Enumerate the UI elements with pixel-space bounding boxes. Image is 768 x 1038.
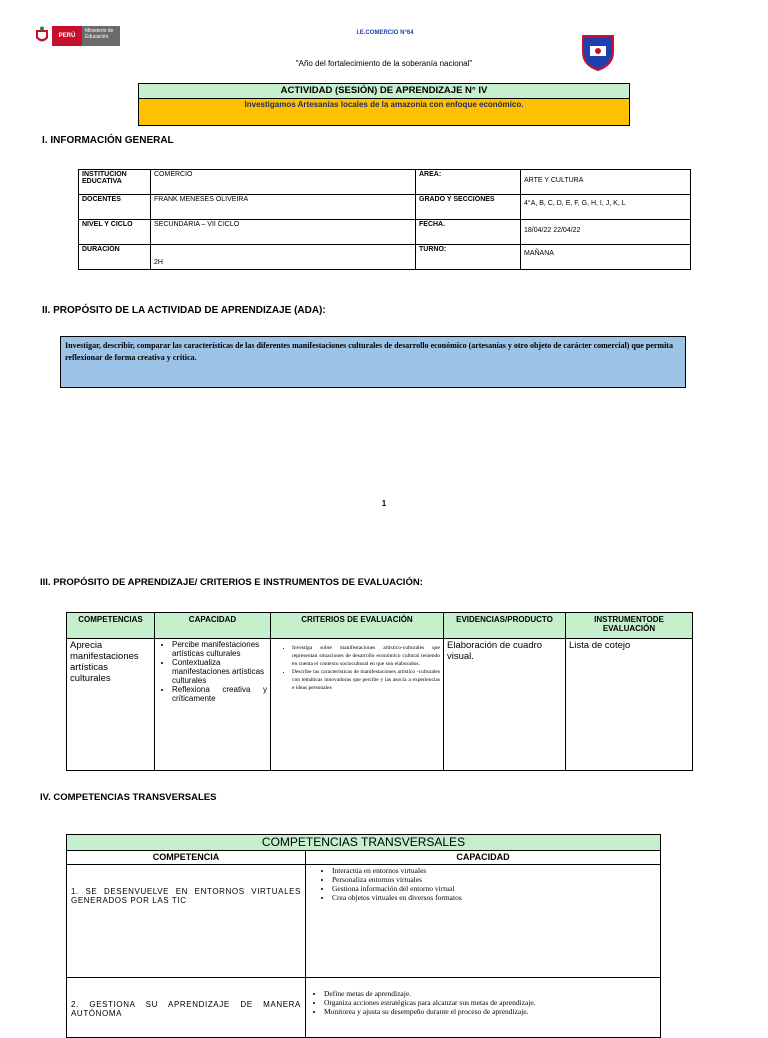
- capacity-cell: [155, 639, 271, 771]
- info-label: NIVEL Y CICLO: [79, 220, 151, 245]
- list-item: • Interactúa en entornos virtuales: [332, 866, 656, 875]
- section-purpose-title: II. PROPÓSITO DE LA ACTIVIDAD DE APRENDIZAJE (ADA):: [42, 305, 326, 316]
- list-item: • Percibe manifestaciones artísticas culturales: [172, 640, 267, 658]
- table-header-row: [67, 613, 693, 639]
- activity-subtitle: Investigamos Artesanías locales de la amazonia con enfoque económico.: [138, 99, 630, 126]
- table-row: [67, 978, 661, 1038]
- info-label: DURACIÓN: [79, 245, 151, 270]
- competence-cell: 1. SE DESENVUELVE EN ENTORNOS VIRTUALES GENERADOS POR LAS TIC: [67, 865, 306, 978]
- info-label: GRADO Y SECCIÓNES: [416, 195, 521, 220]
- activity-title: ACTIVIDAD (SESIÓN) DE APRENDIZAJE N° IV: [138, 83, 630, 99]
- table-row: [79, 195, 691, 220]
- section-transversal-title: IV. COMPETENCIAS TRANSVERSALES: [40, 792, 217, 803]
- list-item: • Organiza acciones estratégicas para alcanzar sus metas de aprendizaje.: [324, 998, 656, 1007]
- column-header: EVIDENCIAS/PRODUCTO: [444, 613, 566, 639]
- list-item: • Reflexiona creativa y críticamente: [172, 685, 267, 703]
- ministry-logo: [82, 26, 120, 46]
- table-row: [67, 639, 693, 771]
- column-header: COMPETENCIAS: [67, 613, 155, 639]
- competence-cell: Aprecia manifestaciones artísticas culturales: [67, 639, 155, 771]
- table-row: [67, 865, 661, 978]
- instrument-cell: Lista de cotejo: [566, 639, 693, 771]
- info-value: COMERCIO: [151, 170, 416, 195]
- column-header: CAPACIDAD: [155, 613, 271, 639]
- peru-coat-of-arms-icon: [34, 26, 50, 46]
- info-value: 2H: [151, 245, 416, 270]
- capacity-cell: [306, 865, 661, 978]
- info-value: 18/04/22 22/04/22: [521, 220, 691, 245]
- info-label: ÁREA:: [416, 170, 521, 195]
- info-value: 4°A, B, C, D, E, F, G, H, I, J, K, L: [521, 195, 691, 220]
- info-label: TURNO:: [416, 245, 521, 270]
- column-header: CRITERIOS DE EVALUACIÓN: [271, 613, 444, 639]
- list-item: • Monitorea y ajusta su desempeño durante el proceso de aprendizaje.: [324, 1007, 656, 1016]
- list-item: • Gestiona información del entorno virtual: [332, 884, 656, 893]
- ministry-logo-text: Ministerio de Educación: [85, 28, 114, 40]
- page-number: 1: [381, 499, 387, 508]
- info-value: ARTE Y CULTURA: [521, 170, 691, 195]
- info-label: DOCENTES: [79, 195, 151, 220]
- list-item: • Define metas de aprendizaje.: [324, 989, 656, 998]
- table-row: [79, 245, 691, 270]
- evaluation-table: [66, 612, 693, 771]
- school-name: I.E.COMERCIO N°64: [356, 30, 414, 36]
- info-value: SECUNDARIA – VII CICLO: [151, 220, 416, 245]
- column-header: COMPETENCIA: [67, 851, 306, 865]
- list-item: • Contextualiza manifestaciones artísticas culturales: [172, 658, 267, 685]
- table-title: COMPETENCIAS TRANSVERSALES: [67, 835, 661, 851]
- year-motto: "Año del fortalecimiento de la soberanía nacional": [295, 59, 473, 68]
- purpose-text: Investigar, describir, comparar las características de las diferentes manifestaciones culturales de desarrollo económico (artesanías y otro objeto de carácter comercial) que permita reflexionar de forma creativa y crítica.: [60, 336, 686, 388]
- table-header-row: [67, 851, 661, 865]
- peru-logo: [52, 26, 82, 46]
- transversal-table: [66, 834, 661, 1038]
- list-item: • Investiga sobre manifestaciones artístico-culturales que representan situaciones de desarrollo económico cultural teniendo en cuenta el contexto sociocultural en que son elaborados.: [292, 644, 440, 668]
- capacity-cell: [306, 978, 661, 1038]
- section-evaluation-title: III. PROPÓSITO DE APRENDIZAJE/ CRITERIOS E INSTRUMENTOS DE EVALUACIÓN:: [40, 577, 423, 588]
- column-header: INSTRUMENTODE EVALUACIÓN: [566, 613, 693, 639]
- criteria-cell: [271, 639, 444, 771]
- general-info-table: [78, 169, 691, 270]
- list-item: • Crea objetos virtuales en diversos formatos: [332, 893, 656, 902]
- competence-cell: 2. GESTIONA SU APRENDIZAJE DE MANERA AUTÓNOMA: [67, 978, 306, 1038]
- info-value: MAÑANA: [521, 245, 691, 270]
- info-label: FECHA.: [416, 220, 521, 245]
- peru-logo-text: PERÚ: [58, 33, 76, 39]
- column-header: CAPACIDAD: [306, 851, 661, 865]
- table-header-row: [67, 835, 661, 851]
- list-item: • Describe las características de manifestaciones artístico -culturales con temáticas innovadoras que percibe y las asocia a experiencias e ideas personales: [292, 668, 440, 692]
- info-value: FRANK MENESES OLIVEIRA: [151, 195, 416, 220]
- table-row: [79, 220, 691, 245]
- section-general-info-title: I. INFORMACIÓN GENERAL: [42, 135, 174, 146]
- evidence-cell: Elaboración de cuadro visual.: [444, 639, 566, 771]
- list-item: • Personaliza entornos virtuales: [332, 875, 656, 884]
- info-label: INSTITUCIÓN EDUCATIVA: [79, 170, 151, 195]
- table-row: [79, 170, 691, 195]
